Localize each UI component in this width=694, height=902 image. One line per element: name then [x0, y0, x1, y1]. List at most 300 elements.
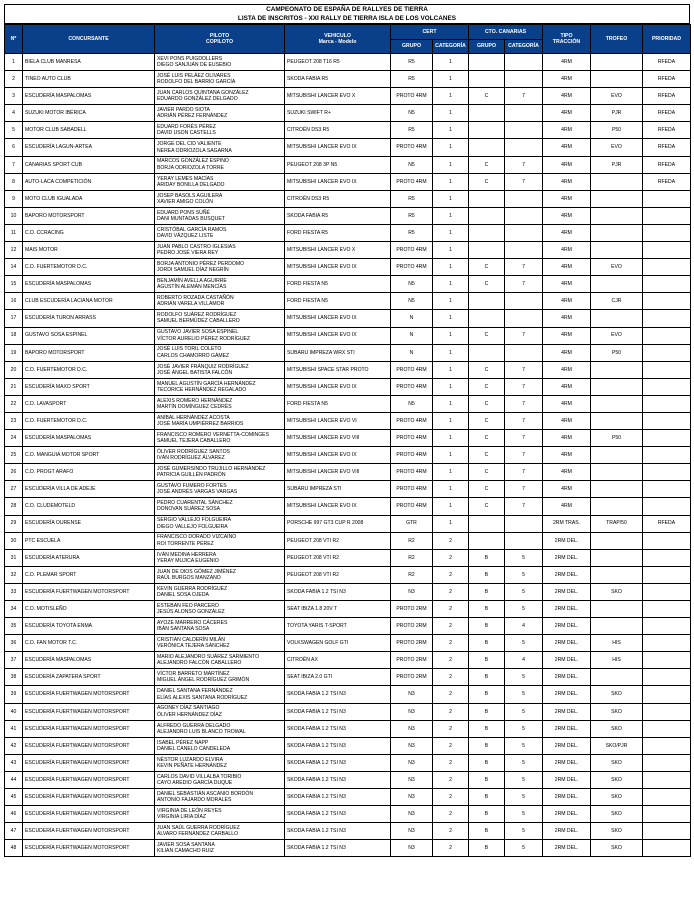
entry-number: 40 — [5, 703, 23, 720]
entrant-name: ESCUDERÍA ZAPATERA SPORT — [23, 669, 155, 686]
crew-names — [155, 840, 285, 857]
vehicle-model: MITSUBISHI LANCER EVO X — [285, 242, 391, 259]
entrant-name: ESCUDERÍA FUERTWAGEN MOTORSPORT — [23, 789, 155, 806]
canarias-group: C — [469, 327, 505, 344]
piloto-label: PILOTO — [209, 32, 230, 39]
cert-group: R5 — [391, 122, 433, 139]
entrant-name: C.D. FUERTEMOTOR D.C. — [23, 412, 155, 429]
trophy: HIS — [591, 652, 643, 669]
codriver-name: VÍCTOR AURELIO PÉREZ RODRÍGUEZ — [157, 335, 251, 342]
table-row — [5, 754, 691, 771]
vehicle-model: TOYOTA YARIS T-SPORT — [285, 618, 391, 635]
entry-number: 1 — [5, 54, 23, 71]
cert-group: PROTO 2RM — [391, 635, 433, 652]
codriver-name: CAYO AREDIO GARCÍA DUQUE — [157, 779, 233, 786]
canarias-category: 5 — [505, 806, 543, 823]
trophy — [591, 412, 643, 429]
table-row — [5, 464, 691, 481]
table-row — [5, 173, 691, 190]
entrant-name: C.D. FAN MOTOR T.C. — [23, 635, 155, 652]
trophy: SKO — [591, 754, 643, 771]
cert-category: 2 — [433, 840, 469, 857]
crew-names — [155, 601, 285, 618]
drive-type: 4RM — [543, 378, 591, 395]
canarias-category: 7 — [505, 447, 543, 464]
tipo-label: TIPO — [560, 32, 573, 39]
priority — [643, 430, 691, 447]
entry-number: 12 — [5, 242, 23, 259]
crew-names — [155, 823, 285, 840]
table-row — [5, 601, 691, 618]
cert-category: 2 — [433, 720, 469, 737]
entry-number: 30 — [5, 532, 23, 549]
drive-type: 2RM DEL. — [543, 532, 591, 549]
cert-category: 2 — [433, 601, 469, 618]
drive-type: 4RM — [543, 276, 591, 293]
trophy — [591, 276, 643, 293]
priority — [643, 344, 691, 361]
canarias-group — [469, 224, 505, 241]
crew-names — [155, 361, 285, 378]
crew-names — [155, 566, 285, 583]
priority: RFEDA — [643, 88, 691, 105]
canarias-group: B — [469, 583, 505, 600]
canarias-group: B — [469, 669, 505, 686]
priority — [643, 293, 691, 310]
entrant-name: CANARIAS SPORT CUB — [23, 156, 155, 173]
canarias-group: C — [469, 395, 505, 412]
drive-type: 4RM — [543, 105, 591, 122]
cert-group: N3 — [391, 840, 433, 857]
driver-name: AGONEY DÍAZ SANTIAGO — [157, 705, 220, 712]
cert-category: 2 — [433, 583, 469, 600]
driver-name: VIRGINIA DE LEÓN REYES — [157, 807, 222, 814]
trophy — [591, 498, 643, 515]
table-row — [5, 190, 691, 207]
table-row — [5, 481, 691, 498]
driver-name: JOSÉ JAVIER FRÁNQUIZ RODRÍGUEZ — [157, 363, 249, 370]
entry-number: 26 — [5, 464, 23, 481]
canarias-category — [505, 71, 543, 88]
entrant-name: C.D. PLEMAR SPORT — [23, 566, 155, 583]
trophy — [591, 618, 643, 635]
entrant-name: BIELA CLUB MANRESA — [23, 54, 155, 71]
driver-name: JUAN CARLOS QUINTANA GONZÁLEZ — [157, 90, 249, 97]
vehicle-model: SKODA FABIA 1.2 TSI N3 — [285, 686, 391, 703]
table-row — [5, 224, 691, 241]
cert-category: 2 — [433, 737, 469, 754]
driver-name: GUSTAVO JAVIER SOSA ESPINEL — [157, 329, 239, 336]
canarias-group: C — [469, 361, 505, 378]
cert-category: 1 — [433, 190, 469, 207]
drive-type: 4RM — [543, 361, 591, 378]
entrant-name: ESCUDERÍA MASPALOMAS — [23, 276, 155, 293]
cert-category: 2 — [433, 823, 469, 840]
cert-category: 1 — [433, 395, 469, 412]
cert-group: PROTO 4RM — [391, 464, 433, 481]
entrant-name: ESCUDERÍA TURON ARRASS — [23, 310, 155, 327]
priority — [643, 823, 691, 840]
cert-group: N — [391, 344, 433, 361]
drive-type: 4RM — [543, 88, 591, 105]
priority — [643, 806, 691, 823]
codriver-name: JOSÉ ÁNGEL BATISTA FALCÓN — [157, 369, 233, 376]
entry-number: 33 — [5, 583, 23, 600]
entrant-name: TINEO AUTO CLUB — [23, 71, 155, 88]
driver-name: PEDRO CUARENTAL SÁNCHEZ — [157, 500, 233, 507]
canarias-group: B — [469, 566, 505, 583]
table-row — [5, 840, 691, 857]
driver-name: JAVIER SOSA SANTANA — [157, 842, 215, 849]
entrant-name: C.D. MOTISLEÑO — [23, 601, 155, 618]
vehicle-model: FORD FIESTA N5 — [285, 276, 391, 293]
entry-number: 44 — [5, 771, 23, 788]
cert-category: 2 — [433, 566, 469, 583]
driver-name: FRANCISCO ROMERO VERNETTA-COMINGES — [157, 431, 269, 438]
codriver-name: ROI TORRENTE PÉREZ — [157, 540, 214, 547]
codriver-name: KILIAN CAMACHO RUIZ — [157, 848, 214, 855]
crew-names — [155, 122, 285, 139]
driver-name: EDUARD FORÉS PÉREZ — [157, 124, 216, 131]
vehicle-model: SKODA FABIA 1.2 TSI N3 — [285, 789, 391, 806]
driver-name: ALEXIS ROMERO HERNÁNDEZ — [157, 397, 233, 404]
canarias-category: 7 — [505, 156, 543, 173]
table-header — [5, 25, 691, 54]
priority: RFEDA — [643, 105, 691, 122]
driver-name: CARLOS DAVID VILLALBA TORIBIO — [157, 773, 242, 780]
priority: RFEDA — [643, 173, 691, 190]
cert-group: N5 — [391, 105, 433, 122]
codriver-name: KEVIN PEÑATE HERNÁNDEZ — [157, 762, 227, 769]
cert-category: 1 — [433, 173, 469, 190]
drive-type: 4RM — [543, 71, 591, 88]
entry-number: 29 — [5, 515, 23, 532]
codriver-name: ÓLIVER HERNÁNDEZ DÍAZ — [157, 711, 222, 718]
crew-names — [155, 515, 285, 532]
entry-number: 45 — [5, 789, 23, 806]
canarias-category: 5 — [505, 754, 543, 771]
priority — [643, 652, 691, 669]
trophy: PJR — [591, 156, 643, 173]
cert-group: PROTO 2RM — [391, 652, 433, 669]
priority — [643, 412, 691, 429]
crew-names — [155, 532, 285, 549]
drive-type: 4RM — [543, 122, 591, 139]
entry-number: 22 — [5, 395, 23, 412]
entrant-name: C.D. FUERTEMOTOR D.C. — [23, 361, 155, 378]
table-row — [5, 806, 691, 823]
crew-names — [155, 310, 285, 327]
codriver-name: MARTÍN DOMÍNGUEZ CEDRÉS — [157, 403, 232, 410]
drive-type: 4RM — [543, 481, 591, 498]
driver-name: SERGIO VALLEJO FOLGUEIRA — [157, 517, 232, 524]
table-row — [5, 430, 691, 447]
trophy — [591, 447, 643, 464]
table-row — [5, 549, 691, 566]
driver-name: MARIO ALEJANDRO SUÁREZ SARMIENTO — [157, 654, 260, 661]
vehicle-model: PEUGEOT 208 VTI R2 — [285, 549, 391, 566]
crew-names — [155, 378, 285, 395]
driver-name: ALFREDO GUERRA DELGADO — [157, 722, 231, 729]
cert-group: R5 — [391, 54, 433, 71]
vehicle-model: VOLKSWAGEN GOLF GTI — [285, 635, 391, 652]
col-categoria-header: CATEGORÍA — [433, 40, 469, 54]
codriver-name: DANIEL SOSA OJEDA — [157, 591, 209, 598]
vehiculo-label: VEHICULO — [324, 32, 351, 39]
canarias-group — [469, 310, 505, 327]
table-row — [5, 293, 691, 310]
cert-category: 1 — [433, 71, 469, 88]
drive-type: 2RM DEL. — [543, 771, 591, 788]
codriver-name: ELÍAS ALEXIS SANTANA RODRÍGUEZ — [157, 694, 248, 701]
drive-type: 2RM DEL. — [543, 789, 591, 806]
drive-type: 4RM — [543, 224, 591, 241]
table-row — [5, 771, 691, 788]
canarias-category — [505, 54, 543, 71]
crew-names — [155, 447, 285, 464]
entry-number: 38 — [5, 669, 23, 686]
cert-group: PROTO 4RM — [391, 88, 433, 105]
driver-name: ROBERTO ROZADA CASTAÑÓN — [157, 295, 234, 302]
driver-name: DANIEL SANTANA FERNÁNDEZ — [157, 688, 233, 695]
driver-name: VÍCTOR BARRETO MARTÍNEZ — [157, 671, 230, 678]
vehicle-model: FORD FIESTA N5 — [285, 293, 391, 310]
entry-number: 11 — [5, 224, 23, 241]
cert-category: 1 — [433, 259, 469, 276]
codriver-name: RAÚL BURGOS MANZANO — [157, 574, 221, 581]
canarias-group: C — [469, 447, 505, 464]
entrant-name: ESCUDERÍA FUERTWAGEN MOTORSPORT — [23, 754, 155, 771]
table-row — [5, 395, 691, 412]
entrant-name: ESCUDERÍA FUERTWAGEN MOTORSPORT — [23, 806, 155, 823]
canarias-group — [469, 532, 505, 549]
table-row — [5, 361, 691, 378]
canarias-group: B — [469, 789, 505, 806]
cert-category: 1 — [433, 156, 469, 173]
canarias-category — [505, 242, 543, 259]
entrant-name: ESCUDERÍA LAGUN-ARTEA — [23, 139, 155, 156]
crew-names — [155, 754, 285, 771]
drive-type: 4RM — [543, 54, 591, 71]
cert-category: 1 — [433, 310, 469, 327]
table-row — [5, 583, 691, 600]
vehicle-model: SKODA FABIA 1.2 TSI N3 — [285, 840, 391, 857]
driver-name: YERAY LEMES MACÍAS — [157, 175, 214, 182]
codriver-name: ADRIÁN PÉREZ FERNÁNDEZ — [157, 113, 228, 120]
entrant-name: GUSTAVO SOSA ESPINEL — [23, 327, 155, 344]
codriver-name: JORDI SAMUEL DÍAZ NEGRÍN — [157, 267, 229, 274]
trophy: EVO — [591, 88, 643, 105]
driver-name: KEVIN GUERRA RODRÍGUEZ — [157, 585, 228, 592]
cert-group: PROTO 4RM — [391, 259, 433, 276]
canarias-category — [505, 532, 543, 549]
drive-type: 4RM — [543, 412, 591, 429]
entry-number: 43 — [5, 754, 23, 771]
canarias-category: 7 — [505, 361, 543, 378]
canarias-category: 7 — [505, 276, 543, 293]
entrant-name: PTC ESCUELA — [23, 532, 155, 549]
entrant-name: ESCUDERÍA MASPALOMAS — [23, 88, 155, 105]
entry-number: 48 — [5, 840, 23, 857]
codriver-name: IBÁN SANTANA SOSA — [157, 626, 210, 633]
drive-type: 2RM DEL. — [543, 703, 591, 720]
driver-name: JUAN DE DIOS GÓMEZ JIMÉNEZ — [157, 568, 236, 575]
crew-names — [155, 771, 285, 788]
driver-name: EDUARD PONS SUÑÉ — [157, 209, 210, 216]
priority — [643, 259, 691, 276]
table-row — [5, 122, 691, 139]
canarias-category: 7 — [505, 430, 543, 447]
drive-type: 2RM DEL. — [543, 549, 591, 566]
trophy — [591, 601, 643, 618]
drive-type: 2RM TRAS. — [543, 515, 591, 532]
trophy: CJR — [591, 293, 643, 310]
canarias-category: 4 — [505, 652, 543, 669]
cert-group: R5 — [391, 190, 433, 207]
vehicle-model: CITROËN DS3 R5 — [285, 190, 391, 207]
priority — [643, 703, 691, 720]
crew-names — [155, 259, 285, 276]
canarias-category: 5 — [505, 549, 543, 566]
canarias-category: 7 — [505, 395, 543, 412]
vehicle-model: PORSCHE 997 GT3 CUP R 2008 — [285, 515, 391, 532]
drive-type: 2RM DEL. — [543, 583, 591, 600]
col-grupo-canarias-header: GRUPO — [469, 40, 505, 54]
cert-category: 1 — [433, 224, 469, 241]
cert-group: PROTO 4RM — [391, 378, 433, 395]
table-row — [5, 276, 691, 293]
canarias-category: 7 — [505, 327, 543, 344]
drive-type: 2RM DEL. — [543, 823, 591, 840]
codriver-name: SAMUEL BERMÚDEZ CABALLERO — [157, 318, 240, 325]
entry-number: 46 — [5, 806, 23, 823]
entry-number: 5 — [5, 122, 23, 139]
cert-category: 2 — [433, 549, 469, 566]
codriver-name: SAMUEL TEJERA CABALLERO — [157, 438, 231, 445]
drive-type: 2RM DEL. — [543, 686, 591, 703]
priority: RFEDA — [643, 54, 691, 71]
trophy — [591, 378, 643, 395]
codriver-name: JOSÉ MARÍA UMPIÉRREZ BARRIOS — [157, 421, 244, 428]
entrant-name: ESCUDERÍA FUERTWAGEN MOTORSPORT — [23, 840, 155, 857]
codriver-name: PEDRO JOSÉ VIERA REY — [157, 250, 219, 257]
crew-names — [155, 242, 285, 259]
cert-group: PROTO 4RM — [391, 242, 433, 259]
crew-names — [155, 412, 285, 429]
canarias-category: 7 — [505, 481, 543, 498]
cert-group: N3 — [391, 737, 433, 754]
cert-category: 1 — [433, 88, 469, 105]
canarias-category: 5 — [505, 686, 543, 703]
cert-group: PROTO 2RM — [391, 601, 433, 618]
entry-number: 34 — [5, 601, 23, 618]
copiloto-label: COPILOTO — [206, 39, 233, 45]
cert-group: N3 — [391, 583, 433, 600]
cert-category: 2 — [433, 789, 469, 806]
cert-category: 1 — [433, 481, 469, 498]
cert-category: 2 — [433, 703, 469, 720]
trophy: SKO — [591, 789, 643, 806]
trophy — [591, 224, 643, 241]
vehicle-model: MITSUBISHI LANCER EVO IX — [285, 498, 391, 515]
entrant-name: C.D. MANGUIA MOTOR SPORT — [23, 447, 155, 464]
entrant-name: MOTO CLUB IGUALADA — [23, 190, 155, 207]
cert-group: PROTO 4RM — [391, 481, 433, 498]
canarias-group: C — [469, 156, 505, 173]
entrant-name: ESCUDERÍA ATERURA — [23, 549, 155, 566]
vehicle-model: SKODA FABIA 1.2 TSI N3 — [285, 583, 391, 600]
priority — [643, 395, 691, 412]
vehicle-model: MITSUBISHI LANCER EVO X — [285, 88, 391, 105]
codriver-name: DIEGO SANJUÁN DE EUSEBIO — [157, 62, 232, 69]
canarias-group: B — [469, 549, 505, 566]
vehicle-model: SKODA FABIA 1.2 TSI N3 — [285, 720, 391, 737]
canarias-group: B — [469, 618, 505, 635]
canarias-category: 7 — [505, 88, 543, 105]
cert-group: PROTO 4RM — [391, 361, 433, 378]
col-categoria-canarias-header: CATEGORÍA — [505, 40, 543, 54]
drive-type: 4RM — [543, 430, 591, 447]
priority — [643, 190, 691, 207]
canarias-category — [505, 310, 543, 327]
cert-category: 1 — [433, 498, 469, 515]
cert-category: 1 — [433, 105, 469, 122]
crew-names — [155, 703, 285, 720]
drive-type: 4RM — [543, 156, 591, 173]
drive-type: 2RM DEL. — [543, 618, 591, 635]
canarias-group: C — [469, 464, 505, 481]
canarias-category: 7 — [505, 464, 543, 481]
canarias-group: B — [469, 806, 505, 823]
drive-type: 4RM — [543, 173, 591, 190]
cert-category: 1 — [433, 276, 469, 293]
codriver-name: NEREA ODRIOZOLA SAGARNA — [157, 147, 232, 154]
trophy: EVO — [591, 327, 643, 344]
canarias-category — [505, 122, 543, 139]
crew-names — [155, 54, 285, 71]
entrant-name: BAPORO MOTORSPORT — [23, 344, 155, 361]
priority — [643, 378, 691, 395]
vehicle-model: MITSUBISHI LANCER EVO VIII — [285, 430, 391, 447]
canarias-category: 7 — [505, 498, 543, 515]
cert-category: 2 — [433, 686, 469, 703]
entrant-name: MOTOR CLUB SABADELL — [23, 122, 155, 139]
entry-list-table — [4, 24, 691, 857]
cert-group: R5 — [391, 224, 433, 241]
vehicle-model: MITSUBISHI LANCER EVO IX — [285, 447, 391, 464]
table-row — [5, 737, 691, 754]
vehicle-model: PEUGEOT 208 VTI R2 — [285, 532, 391, 549]
cert-group: N3 — [391, 789, 433, 806]
crew-names — [155, 327, 285, 344]
priority: RFEDA — [643, 156, 691, 173]
vehicle-model: SKODA FABIA 1.2 TSI N3 — [285, 754, 391, 771]
canarias-category: 7 — [505, 412, 543, 429]
vehicle-model: SKODA FABIA 1.2 TSI N3 — [285, 703, 391, 720]
cert-category: 1 — [433, 515, 469, 532]
cert-category: 1 — [433, 327, 469, 344]
canarias-category — [505, 105, 543, 122]
canarias-category — [505, 190, 543, 207]
drive-type: 2RM DEL. — [543, 840, 591, 857]
canarias-category: 5 — [505, 789, 543, 806]
cert-category: 1 — [433, 447, 469, 464]
vehicle-model: MITSUBISHI LANCER EVO IX — [285, 139, 391, 156]
codriver-name: DAVID USON CASTELLS — [157, 130, 216, 137]
entrant-name: C.D. PROGT ARAFO — [23, 464, 155, 481]
priority — [643, 789, 691, 806]
entrant-name: ESCUDERÍA FUERTWAGEN MOTORSPORT — [23, 771, 155, 788]
